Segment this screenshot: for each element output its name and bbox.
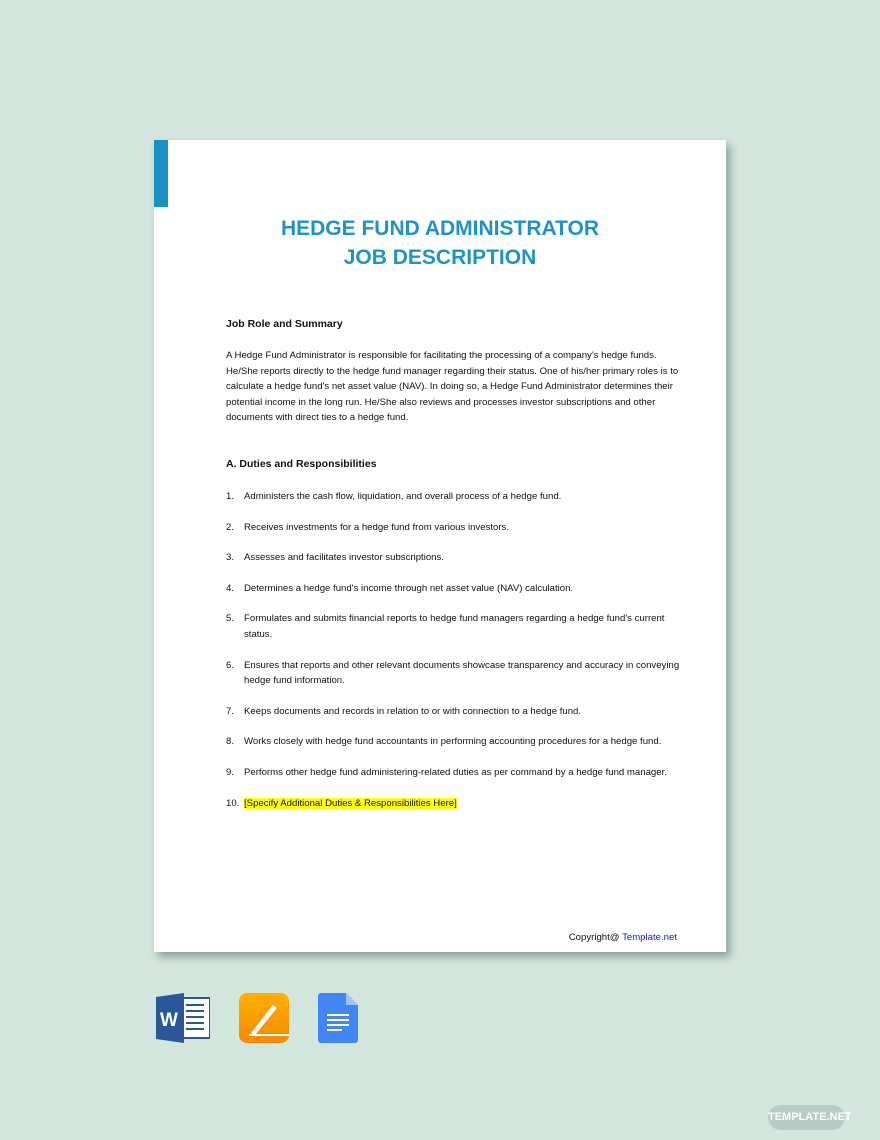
word-icon[interactable]: [156, 993, 210, 1043]
item-text: Assesses and facilitates investor subscriptions.: [244, 552, 444, 564]
summary-paragraph: A Hedge Fund Administrator is responsible for facilitating the processing of a company's hedge funds. He/She reports directly to the hedge fund manager regarding their status. One of his/her primary roles is to calculate a hedge fund's net asset value (NAV). In doing so, a Hedge Fund Administrator determines their potential income in the long run. He/She also reviews and processes investor subscriptions and other documents with direct ties to a hedge fund.: [226, 350, 679, 424]
document-page: [154, 140, 726, 952]
document-title: [154, 214, 726, 272]
item-text: Formulates and submits financial reports to hedge fund managers regarding a hedge fund's current status.: [244, 613, 665, 640]
item-number: 7.: [226, 705, 235, 717]
item-number: 2.: [226, 521, 235, 533]
google-docs-icon[interactable]: [318, 993, 358, 1043]
item-number: 4.: [226, 582, 235, 594]
title-line-1: HEDGE FUND ADMINISTRATOR: [280, 217, 600, 240]
title-line-2: JOB DESCRIPTION: [343, 246, 537, 269]
summary-heading: Job Role and Summary: [226, 318, 343, 330]
list-item: [226, 611, 686, 642]
item-text: Works closely with hedge fund accountants in performing accounting procedures for a hedge fund.: [244, 736, 662, 748]
list-item: [226, 734, 686, 750]
copyright: [569, 932, 677, 943]
list-item: [226, 765, 686, 781]
duties-heading: A. Duties and Responsibilities: [226, 458, 377, 470]
copyright-label: Copyright@: [568, 932, 620, 943]
list-item: [226, 796, 686, 812]
item-number: 8.: [226, 736, 235, 748]
item-number: 10.: [226, 797, 240, 809]
duties-list: [226, 489, 686, 826]
list-item: [226, 550, 686, 566]
template-net-watermark: TEMPLATE.NET: [768, 1105, 845, 1130]
item-number: 9.: [226, 766, 235, 778]
item-text: Keeps documents and records in relation to or with connection to a hedge fund.: [244, 705, 582, 717]
list-item: [226, 489, 686, 505]
item-text: Performs other hedge fund administering-related duties as per command by a hedge fund manager.: [244, 766, 667, 778]
item-text: Determines a hedge fund's income through net asset value (NAV) calculation.: [244, 582, 574, 594]
item-text: Ensures that reports and other relevant documents showcase transparency and accuracy in conveying hedge fund information.: [244, 659, 680, 687]
list-item: [226, 658, 686, 689]
template-link[interactable]: Template.net: [622, 932, 677, 943]
item-number: 6.: [226, 659, 235, 671]
accent-bar: [154, 140, 168, 207]
list-item: [226, 581, 686, 597]
svg-text:W: W: [160, 1010, 178, 1031]
list-item: [226, 704, 686, 720]
item-number: 3.: [226, 552, 235, 564]
pages-icon[interactable]: [239, 993, 289, 1043]
item-number: 5.: [226, 613, 235, 625]
highlighted-placeholder: [Specify Additional Duties & Responsibilities Here]: [244, 797, 457, 809]
item-number: 1.: [226, 491, 235, 502]
list-item: [226, 520, 686, 536]
item-text: Administers the cash flow, liquidation, and overall process of a hedge fund.: [244, 491, 562, 502]
item-text: Receives investments for a hedge fund from various investors.: [244, 521, 510, 533]
